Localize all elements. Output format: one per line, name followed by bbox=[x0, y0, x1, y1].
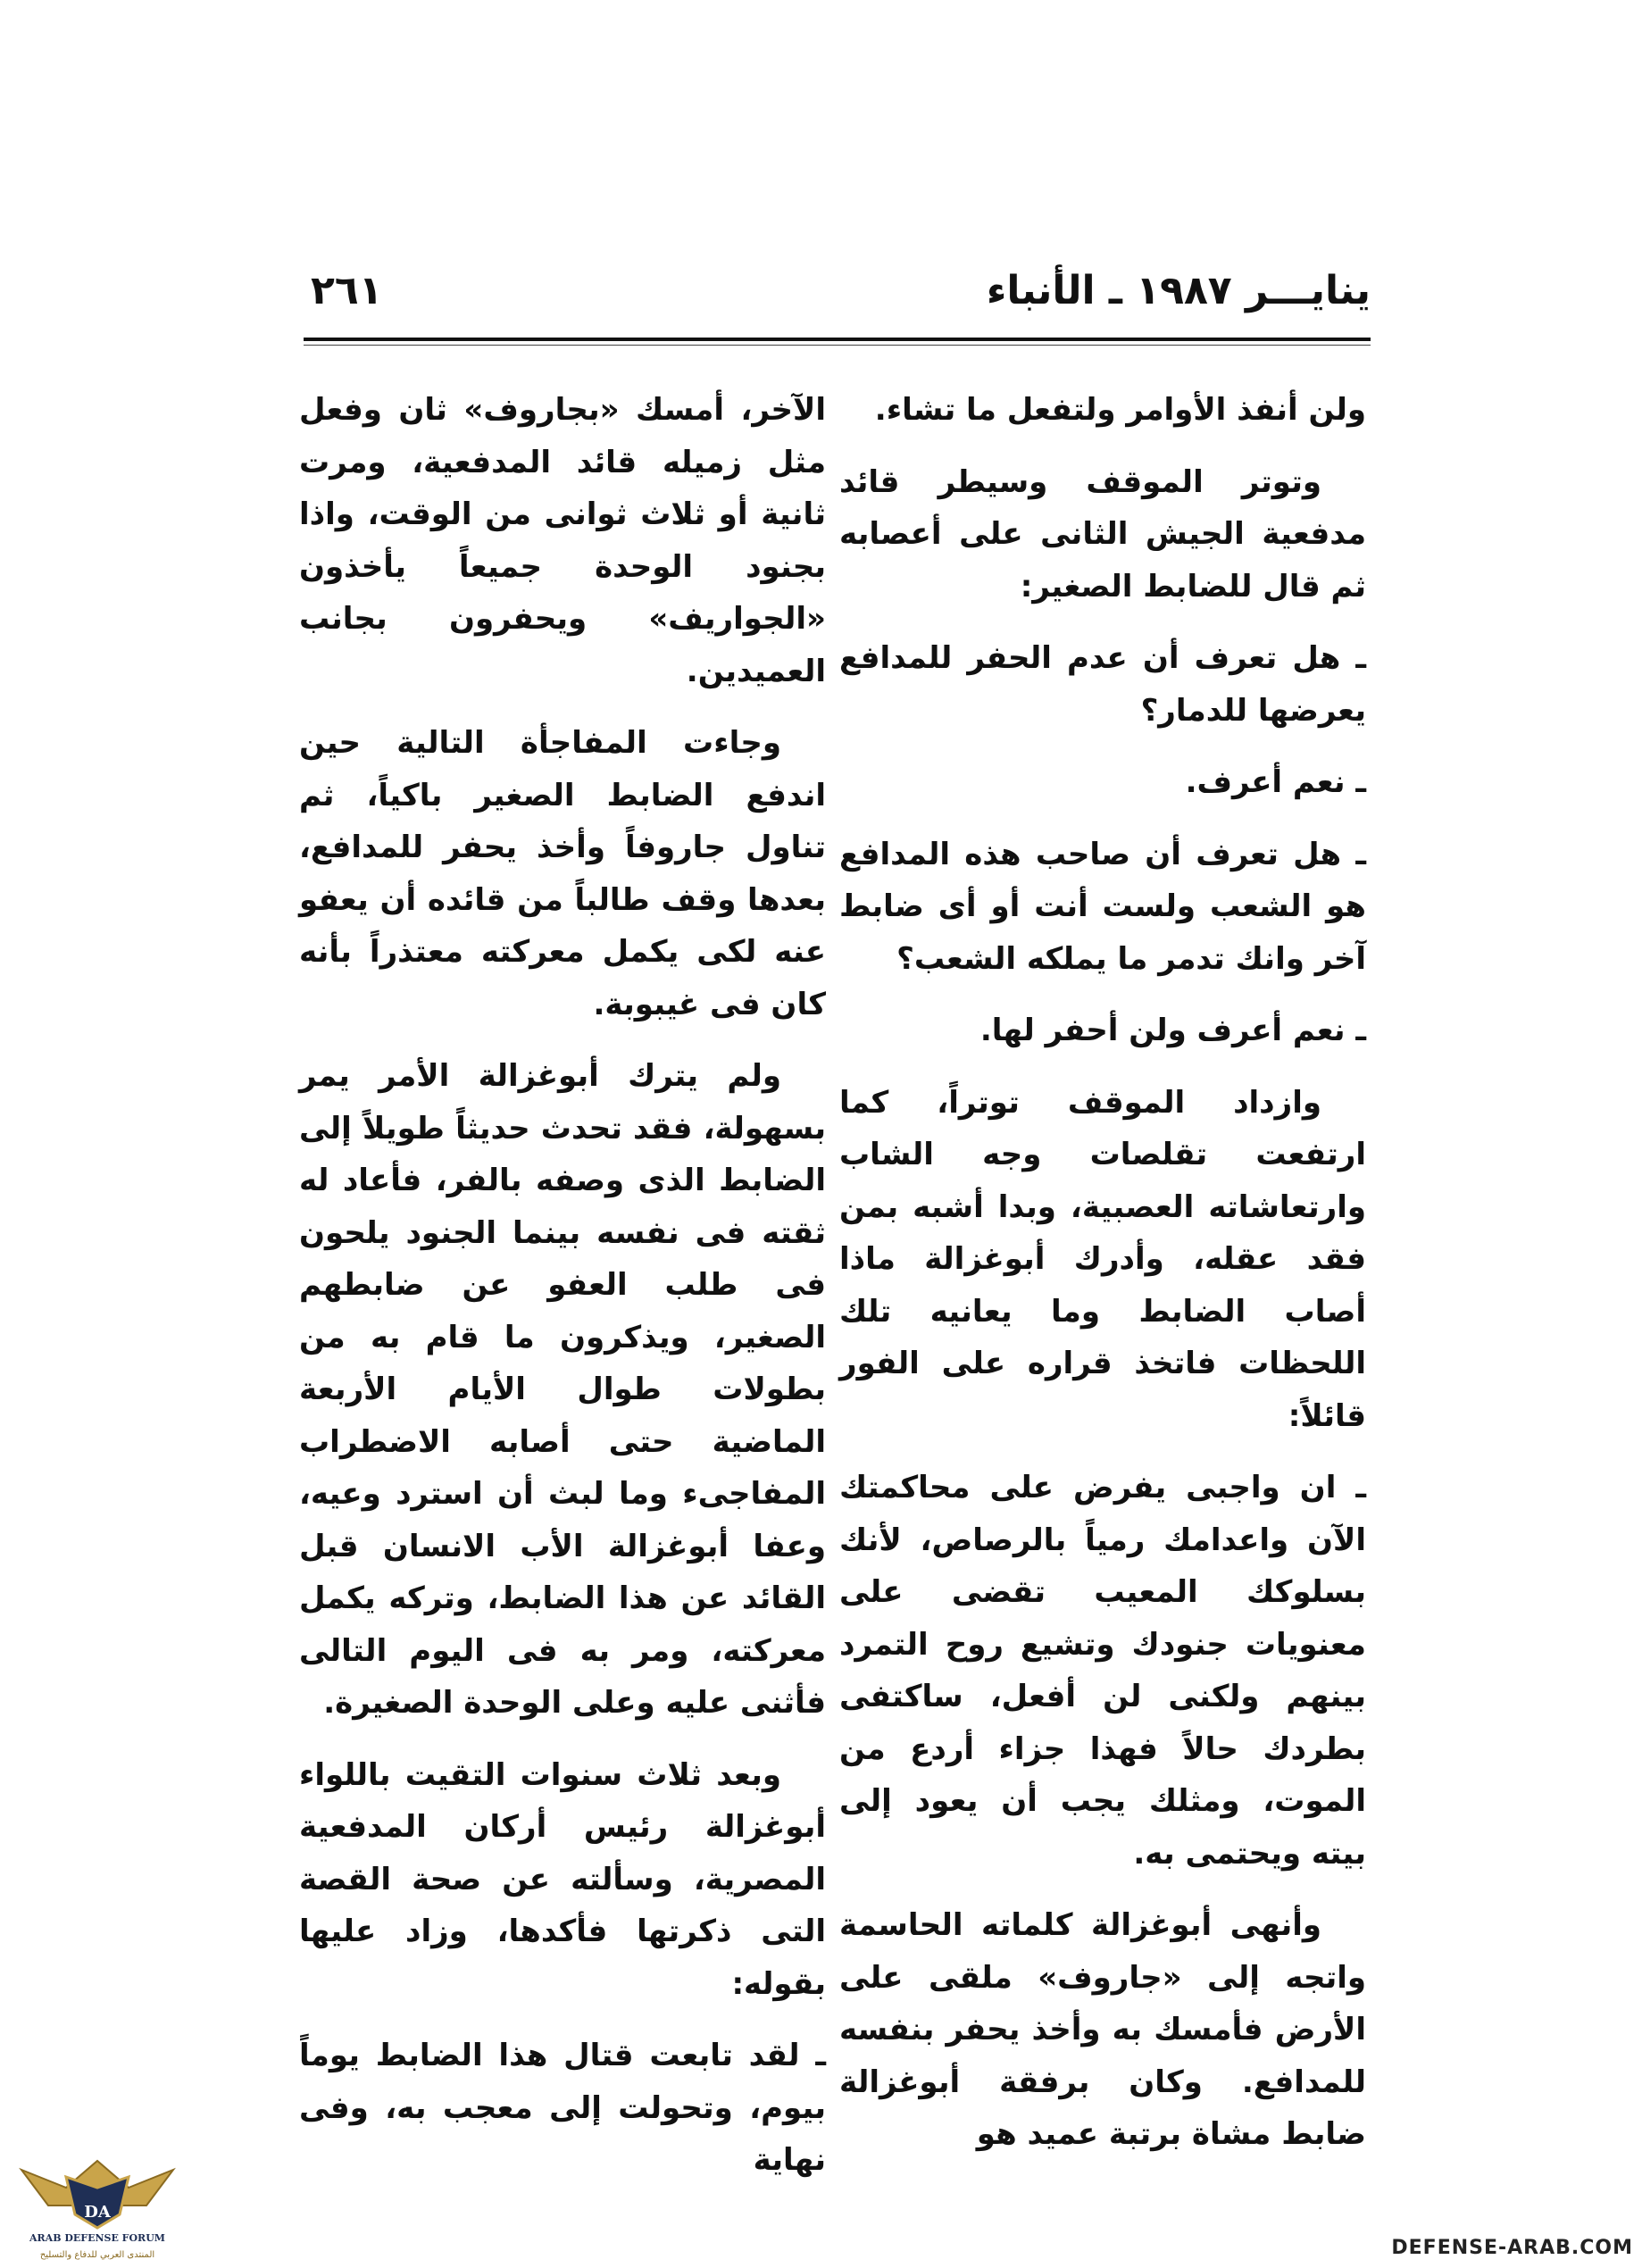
running-header bbox=[304, 268, 1371, 330]
text-column-right bbox=[839, 384, 1366, 2180]
page-number: ٢٦١ bbox=[311, 268, 383, 313]
paragraph: وبعد ثلاث سنوات التقيت باللواء أبوغزالة رئيس أركان المدفعية المصرية، وسألته عن صحة القصة التى ذكرتها فأكدها، وزاد عليها بقوله: bbox=[299, 1756, 826, 2002]
arab-defense-forum-logo bbox=[13, 2152, 182, 2264]
paragraph: الآخر، أمسك «بجاروف» ثان وفعل مثل زميله قائد المدفعية، ومرت ثانية أو ثلاث ثوانى من الوقت، واذا بجنود الوحدة جميعاً يأخذون «الجواريف» ويحفرون بجانب العميدين. bbox=[299, 392, 826, 689]
text-column-left bbox=[299, 384, 826, 2206]
dialogue-line: ـ لقد تابعت قتال هذا الضابط يوماً بيوم، وتحولت إلى معجب به، وفى نهاية bbox=[299, 2038, 826, 2178]
header-rule-thin bbox=[304, 345, 1371, 346]
logo-emblem-icon bbox=[13, 2152, 182, 2264]
logo-name: ARAB DEFENSE FORUM bbox=[29, 2232, 165, 2244]
paragraph: وازداد الموقف توتراً، كما ارتفعت تقلصات وجه الشاب وارتعاشاته العصبية، وبدا أشبه بمن فقد عقله، وأدرك أبوغزالة ماذا أصاب الضابط وما يعانيه تلك اللحظات فاتخذ قراره على الفور قائلاً: bbox=[839, 1084, 1366, 1434]
paragraph: وتوتر الموقف وسيطر قائد مدفعية الجيش الثانى على أعصابه ثم قال للضابط الصغير: bbox=[839, 463, 1366, 605]
paragraph: ولم يترك أبوغزالة الأمر يمر بسهولة، فقد تحدث حديثاً طويلاً إلى الضابط الذى وصفه بالفر، فأعاد له ثقته فى نفسه بينما الجنود يلحون فى طلب العفو عن ضابطهم الصغير، ويذكرون ما قام به من بطولات طوال الأيام الأربعة الماضية حتى أصابه الاضطراب المفاجىء وما لبث أن استرد وعيه، وعفا أبوغزالة الأب الانسان قبل القائد عن هذا الضابط، وتركه يكمل معركته، ومر به فى اليوم التالى فأثنى عليه وعلى الوحدة الصغيرة. bbox=[299, 1058, 826, 1721]
dialogue-line: ـ هل تعرف أن صاحب هذه المدافع هو الشعب ولست أنت أو أى ضابط آخر وانك تدمر ما يملكه الشعب؟ bbox=[839, 836, 1366, 977]
paragraph: ولن أنفذ الأوامر ولتفعل ما تشاء. bbox=[874, 392, 1366, 428]
paragraph: وأنهى أبوغزالة كلماته الحاسمة واتجه إلى «جاروف» ملقى على الأرض فأمسك به وأخذ يحفر بنفسه للمدافع. وكان برفقة أبوغزالة ضابط مشاة برتبة عميد هو bbox=[839, 1907, 1366, 2152]
dialogue-line: ـ هل تعرف أن عدم الحفر للمدافع يعرضها للدمار؟ bbox=[839, 640, 1366, 729]
header-rule bbox=[304, 338, 1371, 341]
logo-initials: DA bbox=[84, 2203, 111, 2222]
paragraph: وجاءت المفاجأة التالية حين اندفع الضابط الصغير باكياً، ثم تناول جاروفاً وأخذ يحفر للمدافع، بعدها وقف طالباً من قائده أن يعفو عنه لكى يكمل معركته معتذراً بأنه كان فى غيبوبة. bbox=[299, 725, 826, 1022]
running-title: ينايـــر ١٩٨٧ ـ الأنباء bbox=[986, 268, 1371, 313]
dialogue-line: ـ ان واجبى يفرض على محاكمتك الآن واعدامك رمياً بالرصاص، لأنك بسلوكك المعيب تقضى على معنويات جنودك وتشيع روح التمرد بينهم ولكنى لن أفعل، ساكتفى بطردك حالاً فهذا جزاء أردع من الموت، ومثلك يجب أن يعود إلى بيته ويحتمى به. bbox=[839, 1470, 1366, 1872]
dialogue-line: ـ نعم أعرف. bbox=[1185, 764, 1366, 800]
logo-arabic-name: المنتدى العربي للدفاع والتسليح bbox=[39, 2250, 155, 2260]
dialogue-line: ـ نعم أعرف ولن أحفر لها. bbox=[979, 1013, 1366, 1048]
site-watermark: DEFENSE-ARAB.COM bbox=[1391, 2237, 1633, 2259]
